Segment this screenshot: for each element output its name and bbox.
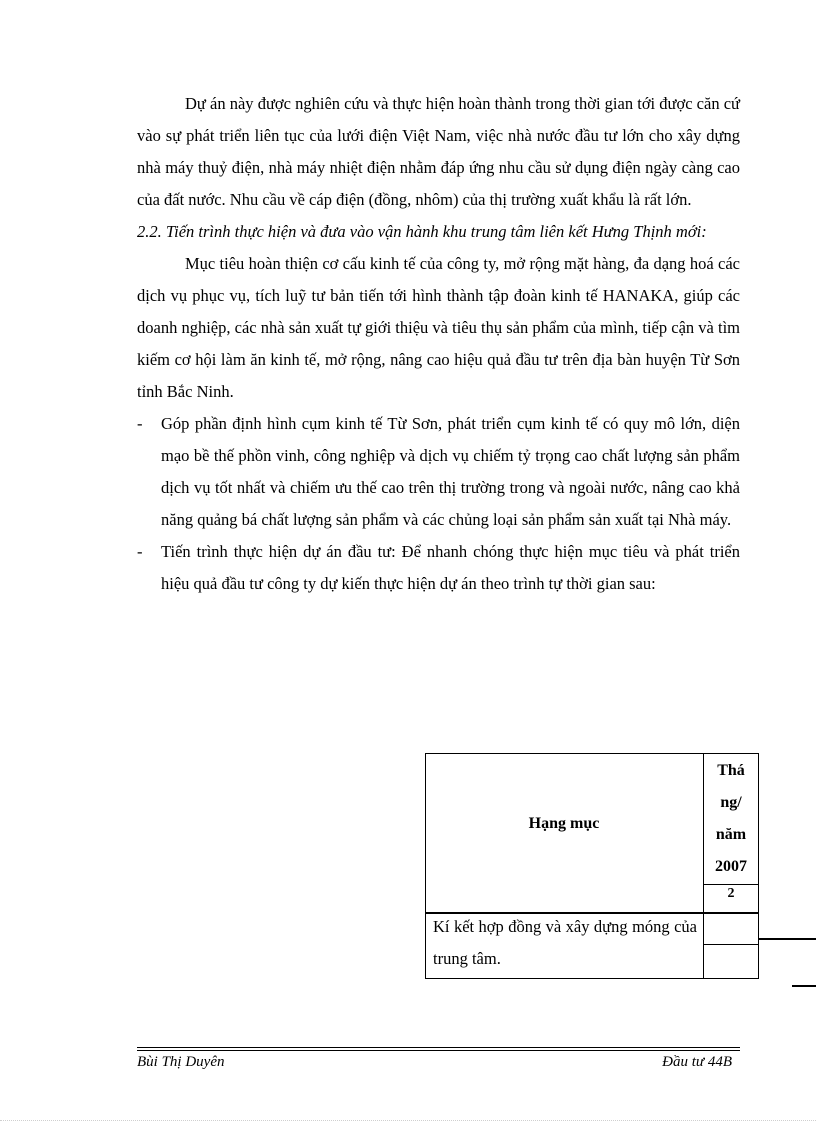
month-header-line: 2007 (715, 858, 747, 875)
footer-author: Bùi Thị Duyên (137, 1054, 225, 1070)
month-header-line: năm (715, 826, 747, 843)
gantt-bar-fragment (792, 985, 816, 987)
section-heading: 2.2. Tiến trình thực hiện và đưa vào vận hành khu trung tâm liên kết Hưng Thịnh mới: (137, 222, 707, 241)
column-header-item: Hạng mục (528, 815, 600, 832)
gantt-bar-fragment (759, 938, 816, 940)
body-text (137, 88, 740, 600)
bullet-dash: - (137, 542, 143, 561)
paragraph-intro: Dự án này được nghiên cứu và thực hiện hoàn thành trong thời gian tới được căn cứ vào sự phát triển liên tục của lưới điện Việt Nam, việc nhà nước đầu tư lớn cho xây dựng nhà máy thuỷ điện, nhà máy nhiệt điện nhằm đáp ứng nhu cầu sử dụng điện ngày càng cao của đất nước. Nhu cầu về cáp điện (đồng, nhôm) của thị trường xuất khẩu là rất lớn. (137, 94, 740, 209)
table-row-item: Kí kết hợp đồng và xây dựng móng của trung tâm. (433, 917, 697, 968)
paragraph-objectives: Mục tiêu hoàn thiện cơ cấu kinh tế của công ty, mở rộng mặt hàng, đa dạng hoá các dịch vụ phục vụ, tích luỹ tư bản tiến tới hình thành tập đoàn kinh tế HANAKA, giúp các doanh nghiệp, các nhà sản xuất tự giới thiệu và tiêu thụ sản phẩm của mình, tiếp cận và tìm kiếm cơ hội làm ăn kinh tế, mở rộng, nâng cao hiệu quả đầu tư trên địa bàn huyện Từ Sơn tỉnh Bắc Ninh. (137, 254, 740, 401)
bullet-dash: - (137, 414, 143, 433)
month-header-line: ng/ (720, 794, 742, 811)
month-number: 2 (727, 886, 735, 901)
bullet-text: Tiến trình thực hiện dự án đầu tư: Để nhanh chóng thực hiện mục tiêu và phát triển hiệu quả đầu tư công ty dự kiến thực hiện dự án theo trình tự thời gian sau: (161, 542, 740, 593)
page-edge (0, 1120, 816, 1121)
bullet-item-2 (137, 536, 740, 600)
footer-rule (137, 1047, 740, 1048)
month-header-line: Thá (717, 762, 745, 779)
schedule-table (425, 753, 759, 979)
bullet-text: Góp phần định hình cụm kinh tế Từ Sơn, phát triển cụm kinh tế có quy mô lớn, diện mạo bề thế phồn vinh, công nghiệp và dịch vụ chiếm tỷ trọng cao chất lượng sản phẩm dịch vụ tốt nhất và chiếm ưu thế cao trên thị trường trong và ngoài nước, nâng cao khả năng quảng bá chất lượng sản phẩm và các chủng loại sản phẩm sản xuất tại Nhà máy. (161, 414, 740, 529)
column-header-month (704, 755, 758, 883)
bullet-item-1 (137, 408, 740, 536)
table-header-divider (703, 884, 759, 885)
table-cell-divider (703, 944, 759, 945)
footer-class: Đầu tư 44B (662, 1054, 732, 1070)
footer-rule (137, 1050, 740, 1051)
